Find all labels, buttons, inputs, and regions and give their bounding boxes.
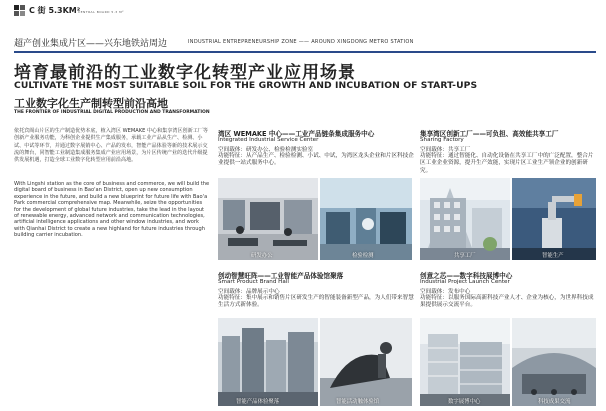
intro-text-cn: 依托宾阁山片区的生产制造优势本底，植入湾区 WEMAKE 中心和集享湾区创新工厂等创新产业服务功能，为科创企业提供生产集成服务，承载工业产品从生产、检测、小试、中试等环节，并通过数字展销中心、产品的发布，智能产品体验等新的技术展示交流的舞台，同智能工业制造集成服务集成产业应用场景，为片区传统产业的迭代升级提供发展机遇，打造全球工业数字化转型应用前沿高地。 <box>14 128 209 164</box>
launch-title-en: Industrial Project Launch Center <box>420 279 510 285</box>
factory-title-en: Sharing Factory <box>420 137 464 143</box>
wemake-photo-caption-1: 研发办公 <box>251 253 273 259</box>
launch-building-photo <box>420 318 510 406</box>
brand-photo-caption-2: 智能活动触体验馆 <box>336 399 380 405</box>
brand-function: 功能特征：集中展示和销售片区研发生产的智能装备新型产品，为人们带来智慧生活方式新体验。 <box>218 295 414 309</box>
factory-robot-photo <box>512 178 596 260</box>
main-headline-en: CULTIVATE THE MOST SUITABLE SOIL FOR THE GROWTH AND INCUBATION OF START-UPS <box>14 80 478 91</box>
wemake-space: 空间载体：研发办公、检验检测实验室 <box>218 147 314 153</box>
wemake-title: 湾区 WEMAKE 中心——工业产品链条集成服务中心 <box>218 130 375 138</box>
brand-space: 空间载体：品牌展示中心 <box>218 289 280 295</box>
intro-text-en: With Lingshi station as the core of business and commerce, we will build the digital board of business in Bao'an District, open up new consumption experience in the future, and build a new blueprint for future life with Bao'a Park commercial comprehensive map. Meanwhile, seize the opportunities for the development of global future industries, take the lead in the layout of renewable energy, advanced network and communication technologies, artificial intelligence applications and other window industries, and work with Qianhai District to create a new highland for future industries through building carrier incubation. <box>14 181 210 239</box>
header-divider <box>14 51 596 53</box>
factory-photo-caption-2: 智能生产 <box>542 253 564 259</box>
brand-photo-caption-1: 智能产品体验聚落 <box>236 399 280 405</box>
brand-title-en: Smart Product Brand Hall <box>218 279 289 285</box>
zone-title: 超产创业集成片区——兴东地铁站周边 <box>14 39 168 49</box>
launch-photo-caption-1: 数字展博中心 <box>448 399 481 405</box>
launch-title: 创意之芯——数字科技展博中心 <box>420 272 513 280</box>
factory-space: 空间载体：共享工厂 <box>420 147 471 153</box>
factory-function: 功能特征：通过智能化、自动化设备在共享工厂中的广泛配置，整合片区工业企业资源，提升生产效能，实现片区工业生产领企业的创新研究。 <box>420 153 594 174</box>
brand-logo-icon <box>14 5 26 17</box>
launch-space: 空间载体：发布中心 <box>420 289 471 295</box>
sub-headline-en: THE FRONTIER OF INDUSTRIAL DIGITAL PRODUCTION AND TRANSFORMATION <box>14 110 210 115</box>
launch-photo-caption-2: 科技成果交流 <box>538 399 571 405</box>
wemake-photo-caption-2: 检验检测 <box>352 253 374 259</box>
launch-function: 功能特征：以服务国际高新科技产业人才、企业为核心，为世界科技成果提供展示交流平台。 <box>420 295 594 309</box>
brand-logo-text: C 街 5.3KM² <box>29 6 81 15</box>
brand-cluster-photo <box>218 318 318 406</box>
wemake-lab-photo <box>320 178 412 260</box>
wemake-office-photo <box>218 178 318 260</box>
wemake-title-en: Integrated Industrial Service Center <box>218 137 319 143</box>
zone-title-en: INDUSTRIAL ENTREPRENEURSHIP ZONE —— AROUND XINGDONG METRO STATION <box>188 39 414 45</box>
launch-expo-photo <box>512 318 596 406</box>
sub-headline: 工业数字化生产制转型前沿高地 <box>14 97 168 110</box>
brand-logo-subtext: CENTRAL BOARD 5.3 M² <box>78 10 124 14</box>
main-headline: 培育最前沿的工业数字化转型产业应用场景 <box>14 63 356 83</box>
factory-title: 集享湾区创新工厂——可负担、高效能共享工厂 <box>420 130 559 138</box>
brand-gym-photo <box>320 318 412 406</box>
factory-building-photo <box>420 178 510 260</box>
factory-photo-caption-1: 共享工厂 <box>454 253 476 259</box>
wemake-function: 功能特征：从产品生产、检验检测、小试、中试，为湾区龙头企业和片区科技企业提供一站式服务中心。 <box>218 153 414 167</box>
brand-title: 创动智慧旺阵——工业智能产品体验馆聚落 <box>218 272 344 280</box>
